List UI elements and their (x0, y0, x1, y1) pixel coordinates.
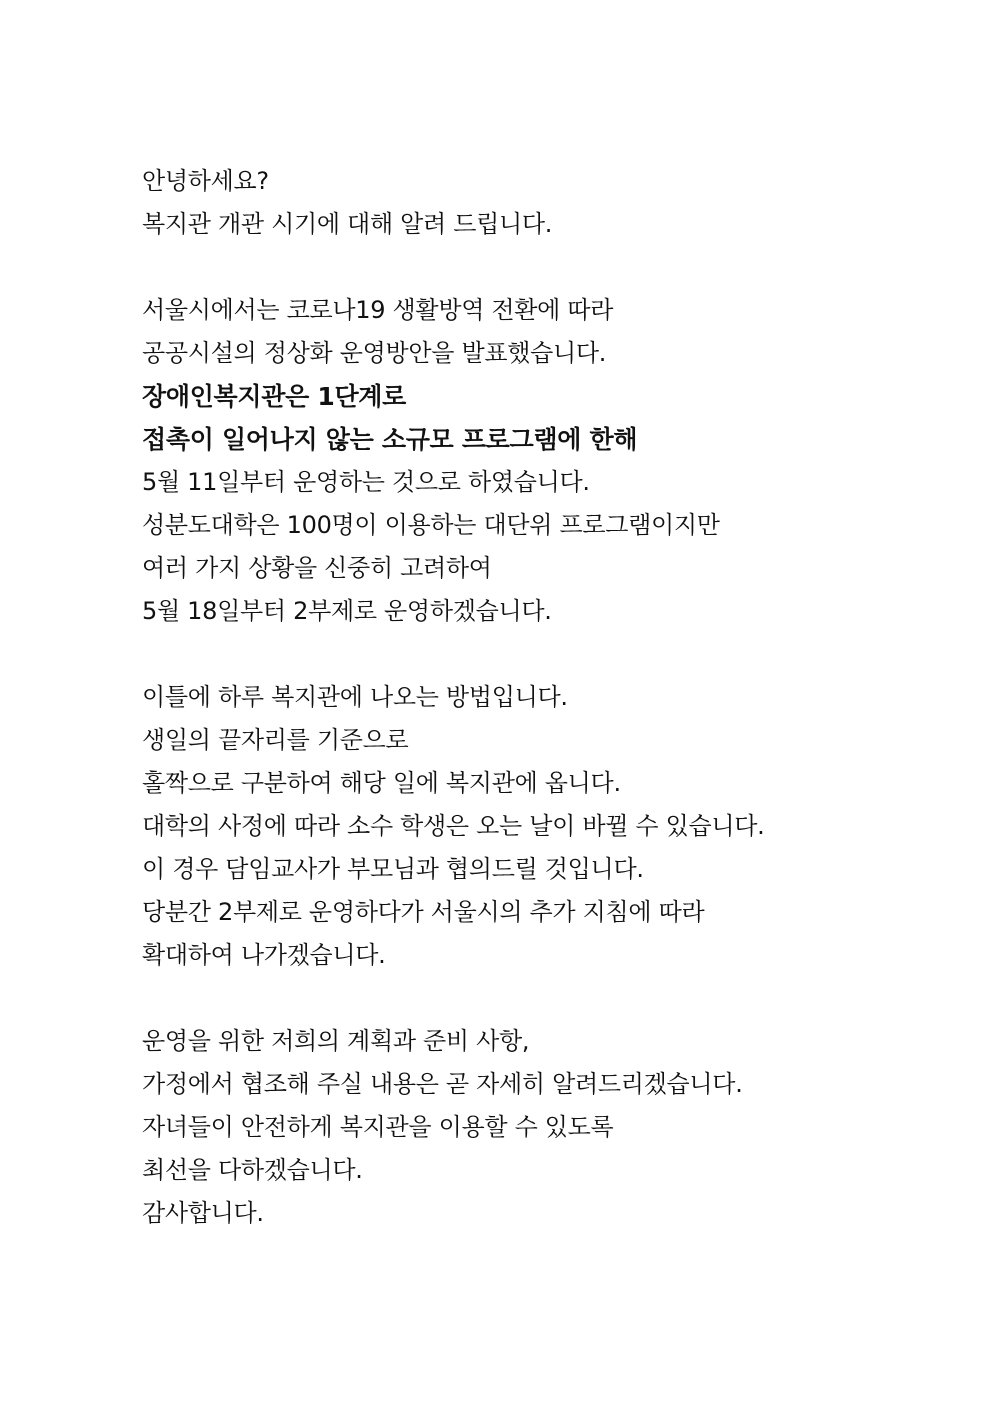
text-line: 생일의 끝자리를 기준으로 (142, 726, 409, 754)
attendance-paragraph (142, 676, 902, 977)
text-line: 자녀들이 안전하게 복지관을 이용할 수 있도록 (142, 1113, 614, 1141)
text-line: 확대하여 나가겠습니다. (142, 941, 386, 969)
text-line: 당분간 2부제로 운영하다가 서울시의 추가 지침에 따라 (142, 898, 705, 926)
paragraph-gap (142, 633, 902, 676)
text-line: 성분도대학은 100명이 이용하는 대단위 프로그램이지만 (142, 511, 720, 539)
bold-text-line: 장애인복지관은 1단계로 (142, 382, 406, 411)
closing-paragraph (142, 1020, 902, 1235)
text-line: 복지관 개관 시기에 대해 알려 드립니다. (142, 210, 553, 238)
text-line: 홀짝으로 구분하여 해당 일에 복지관에 옵니다. (142, 769, 621, 797)
text-line: 감사합니다. (142, 1199, 264, 1227)
text-line: 5월 11일부터 운영하는 것으로 하였습니다. (142, 468, 590, 496)
reopening-paragraph (142, 289, 902, 633)
text-line: 5월 18일부터 2부제로 운영하겠습니다. (142, 597, 552, 625)
text-line: 안녕하세요? (142, 167, 269, 195)
text-line: 서울시에서는 코로나19 생활방역 전환에 따라 (142, 296, 614, 324)
text-line: 가정에서 협조해 주실 내용은 곧 자세히 알려드리겠습니다. (142, 1070, 743, 1098)
text-line: 최선을 다하겠습니다. (142, 1156, 363, 1184)
paragraph-gap (142, 246, 902, 289)
text-line: 운영을 위한 저희의 계획과 준비 사항, (142, 1027, 530, 1055)
text-line: 이틀에 하루 복지관에 나오는 방법입니다. (142, 683, 568, 711)
text-line: 이 경우 담임교사가 부모님과 협의드릴 것입니다. (142, 855, 644, 883)
text-line: 공공시설의 정상화 운영방안을 발표했습니다. (142, 339, 607, 367)
text-line: 여러 가지 상황을 신중히 고려하여 (142, 554, 492, 582)
notice-body (142, 160, 902, 1235)
text-line: 대학의 사정에 따라 소수 학생은 오는 날이 바뀔 수 있습니다. (142, 812, 765, 840)
greeting-paragraph (142, 160, 902, 246)
paragraph-gap (142, 977, 902, 1020)
bold-text-line: 접촉이 일어나지 않는 소규모 프로그램에 한해 (142, 425, 638, 454)
